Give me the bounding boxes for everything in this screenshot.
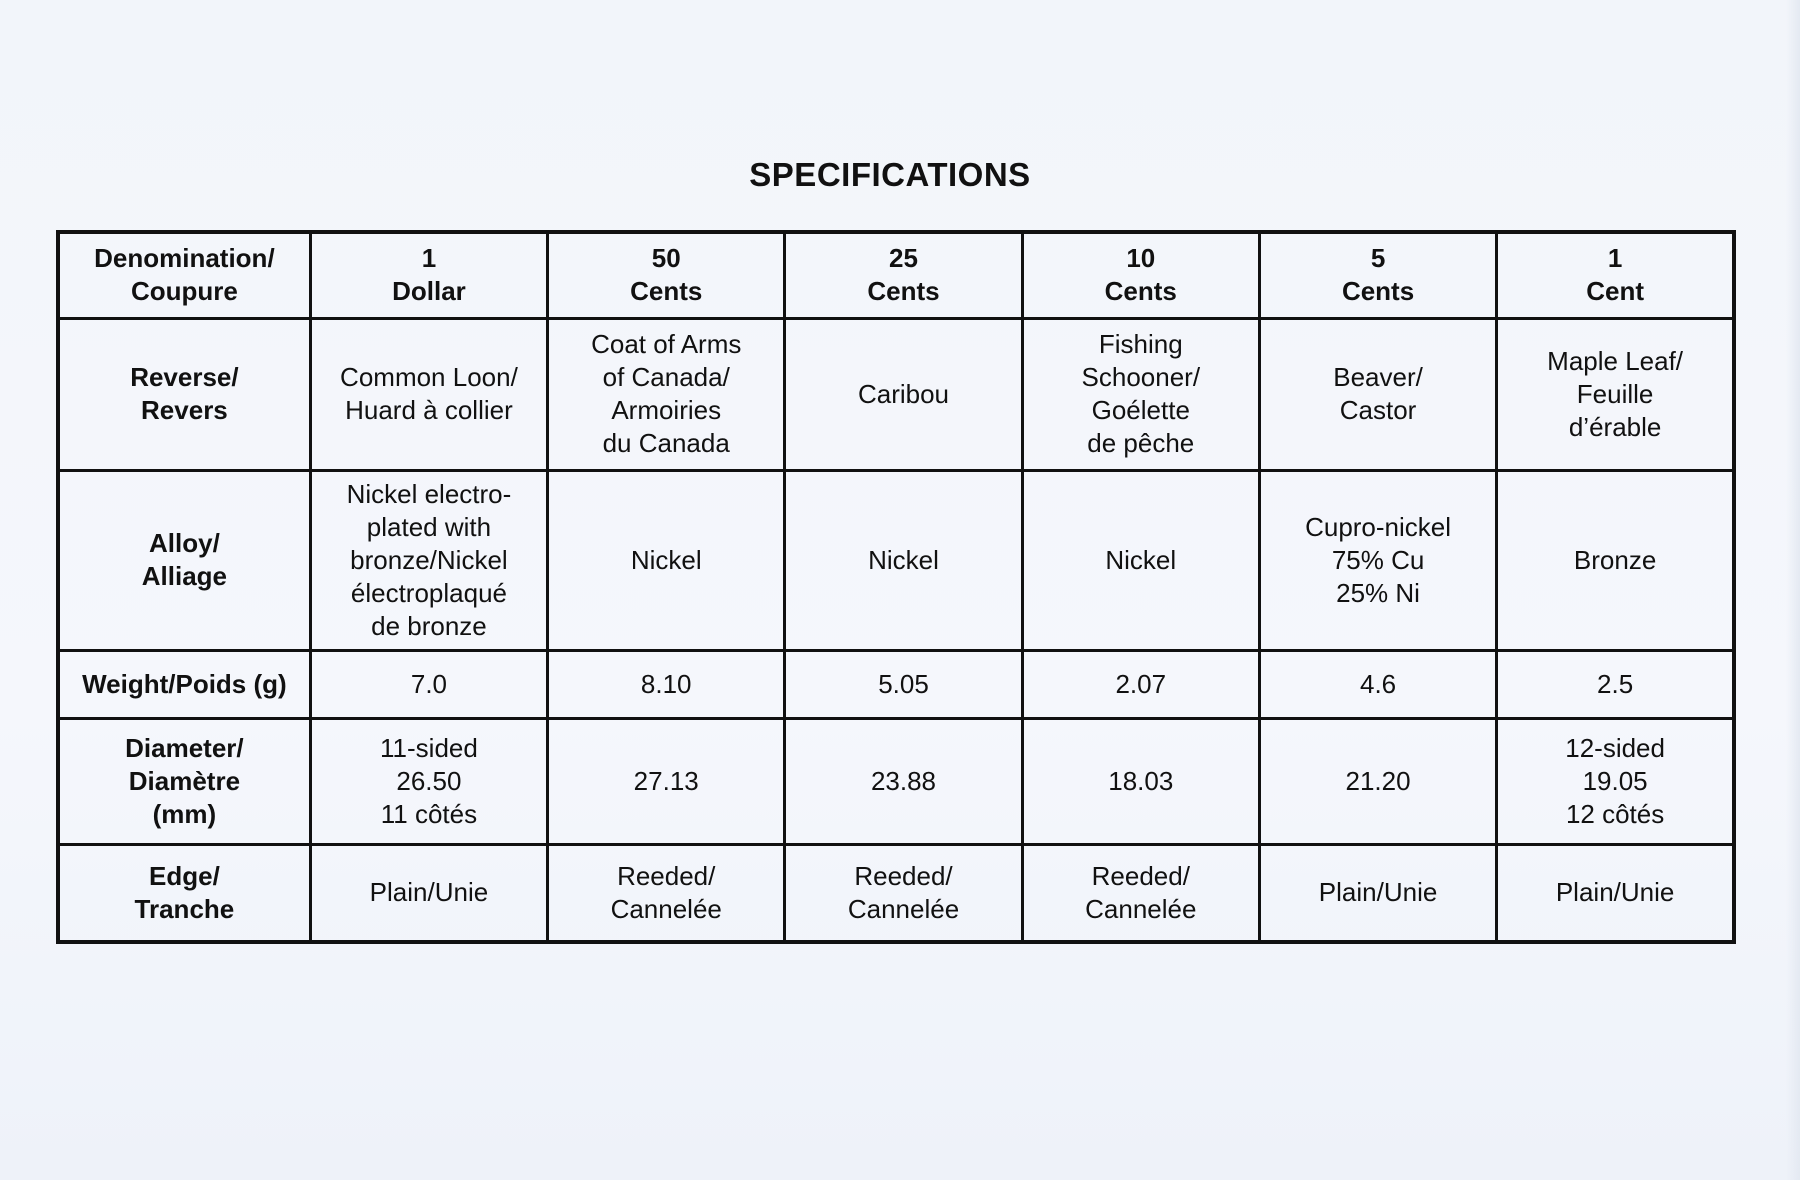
table-cell: 18.03	[1022, 718, 1259, 844]
table-cell: Fishing Schooner/ Goélette de pêche	[1022, 318, 1259, 470]
specifications-table	[56, 230, 1736, 944]
table-cell: 21.20	[1259, 718, 1496, 844]
table-cell: Common Loon/ Huard à collier	[310, 318, 547, 470]
table-row-alloy	[58, 470, 1734, 650]
table-cell: Bronze	[1497, 470, 1734, 650]
table-cell: Nickel	[548, 470, 785, 650]
page-edge-shadow	[1786, 0, 1800, 1180]
table-cell: Beaver/ Castor	[1259, 318, 1496, 470]
row-header-alloy: Alloy/ Alliage	[58, 470, 310, 650]
denomination-50-cents: 50 Cents	[548, 232, 785, 318]
table-cell: 12-sided 19.05 12 côtés	[1497, 718, 1734, 844]
table-cell: Reeded/ Cannelée	[548, 844, 785, 942]
table-cell: 23.88	[785, 718, 1022, 844]
table-row-diameter	[58, 718, 1734, 844]
table-cell: Reeded/ Cannelée	[1022, 844, 1259, 942]
table-cell: 11-sided 26.50 11 côtés	[310, 718, 547, 844]
table-cell: Cupro-nickel 75% Cu 25% Ni	[1259, 470, 1496, 650]
table-cell: Nickel	[785, 470, 1022, 650]
row-header-denomination: Denomination/ Coupure	[58, 232, 310, 318]
page-title: SPECIFICATIONS	[749, 156, 1031, 193]
table-cell: Nickel	[1022, 470, 1259, 650]
table-cell: 2.5	[1497, 650, 1734, 718]
denomination-1-dollar: 1 Dollar	[310, 232, 547, 318]
table-cell: Caribou	[785, 318, 1022, 470]
row-header-diameter: Diameter/ Diamètre (mm)	[58, 718, 310, 844]
table-cell: Plain/Unie	[1259, 844, 1496, 942]
row-header-edge: Edge/ Tranche	[58, 844, 310, 942]
table-cell: Reeded/ Cannelée	[785, 844, 1022, 942]
table-cell: 2.07	[1022, 650, 1259, 718]
table-cell: Nickel electro- plated with bronze/Nickel électroplaqué de bronze	[310, 470, 547, 650]
denomination-5-cents: 5 Cents	[1259, 232, 1496, 318]
table-cell: Plain/Unie	[1497, 844, 1734, 942]
denomination-10-cents: 10 Cents	[1022, 232, 1259, 318]
row-header-weight: Weight/Poids (g)	[58, 650, 310, 718]
table-cell: 8.10	[548, 650, 785, 718]
denomination-1-cent: 1 Cent	[1497, 232, 1734, 318]
table-cell: Maple Leaf/ Feuille d’érable	[1497, 318, 1734, 470]
table-cell: Plain/Unie	[310, 844, 547, 942]
table-cell: 5.05	[785, 650, 1022, 718]
table-row-denomination	[58, 232, 1734, 318]
denomination-25-cents: 25 Cents	[785, 232, 1022, 318]
row-header-reverse: Reverse/ Revers	[58, 318, 310, 470]
table-cell: 7.0	[310, 650, 547, 718]
table-row-edge	[58, 844, 1734, 942]
table-cell: 27.13	[548, 718, 785, 844]
table-cell: Coat of Arms of Canada/ Armoiries du Canada	[548, 318, 785, 470]
table-cell: 4.6	[1259, 650, 1496, 718]
table-row-reverse	[58, 318, 1734, 470]
table-row-weight	[58, 650, 1734, 718]
